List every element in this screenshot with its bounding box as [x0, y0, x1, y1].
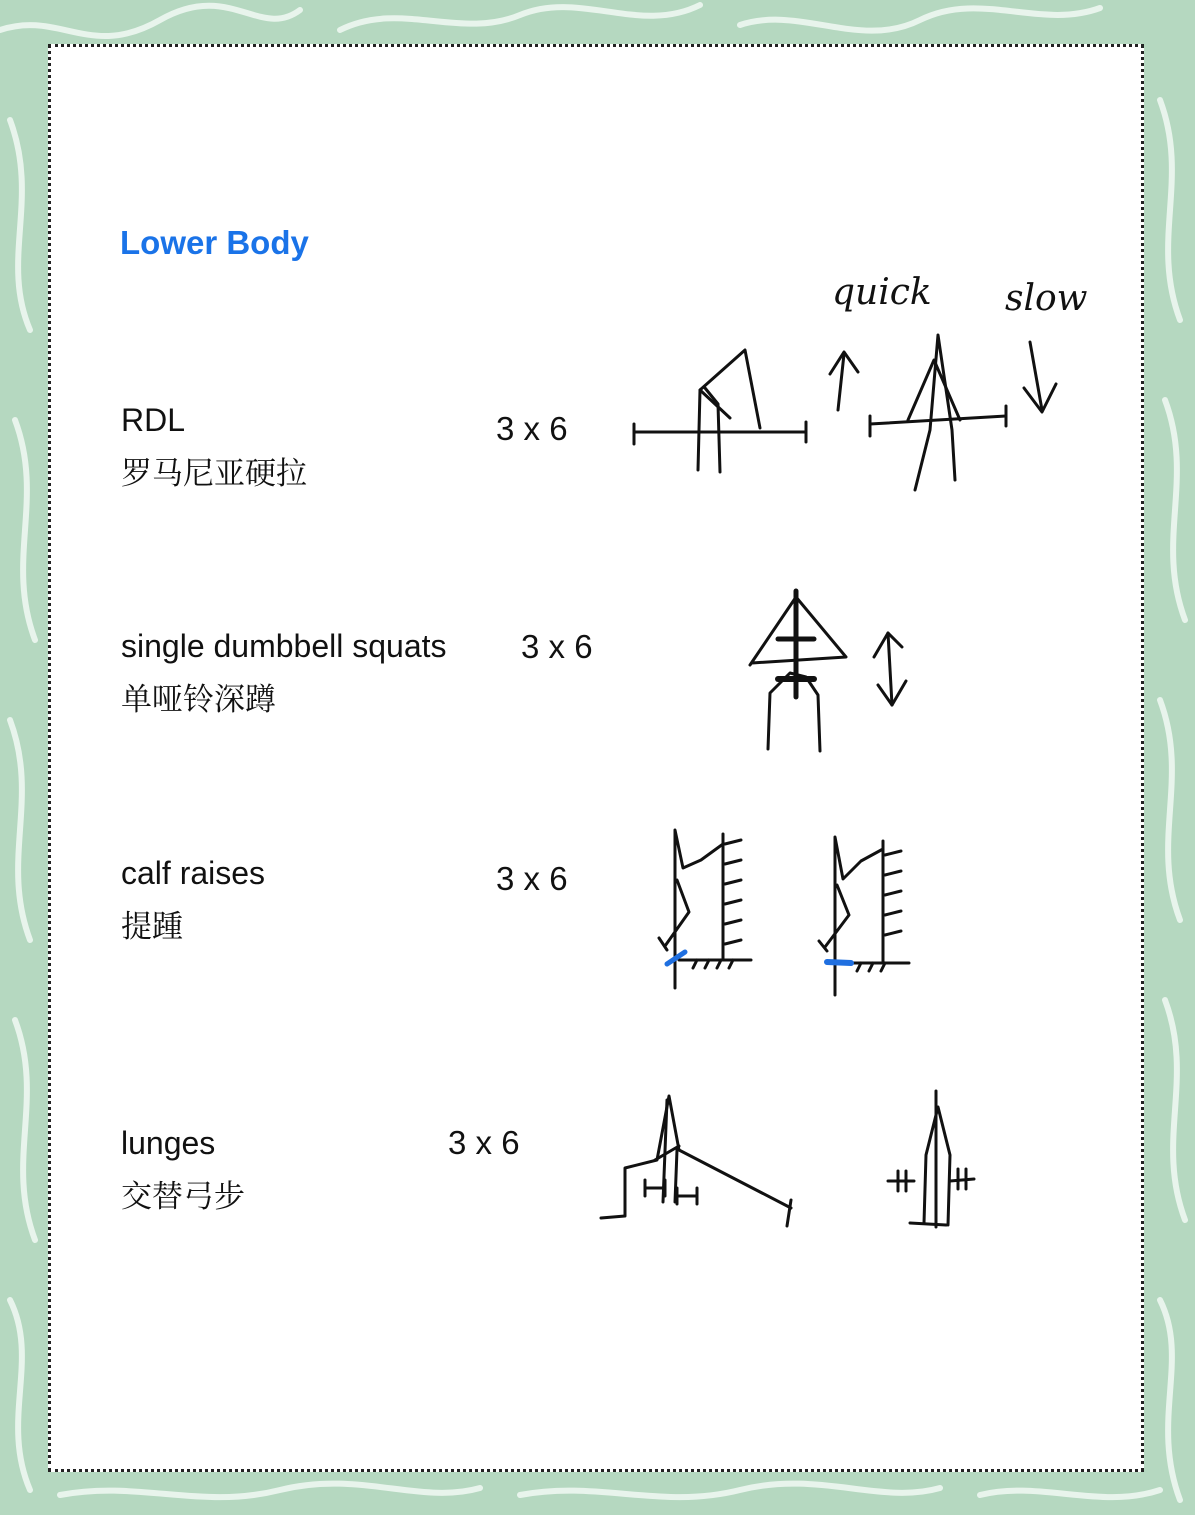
exercise-name-zh: 单哑铃深蹲 [121, 682, 276, 718]
exercise-name: single dumbbell squats [121, 628, 447, 664]
exercise-name-zh: 罗马尼亚硬拉 [121, 456, 307, 492]
exercise-name-zh: 提踵 [121, 909, 183, 945]
exercise-sets: 3 x 6 [521, 628, 593, 665]
up-arrow-icon [822, 340, 872, 420]
down-arrow-icon [1018, 336, 1068, 420]
exercise-sets: 3 x 6 [448, 1124, 520, 1161]
exercise-name-zh: 交替弓步 [121, 1179, 245, 1215]
lunge-stride-sketch [595, 1090, 810, 1230]
up-down-arrow-icon [866, 625, 916, 715]
rdl-standing-figure-sketch [860, 330, 1020, 500]
quick-label: quick [832, 272, 932, 313]
slow-label: slow [1005, 278, 1088, 319]
squat-figure-sketch [740, 585, 860, 760]
calf-raise-flat-sketch [645, 820, 755, 1000]
exercise-name: RDL [121, 402, 186, 438]
exercise-name: calf raises [121, 855, 266, 891]
rdl-bent-figure-sketch [620, 340, 820, 490]
exercise-sets: 3 x 6 [496, 410, 568, 447]
exercise-name: lunges [121, 1125, 216, 1161]
calf-raise-tiptoe-sketch [805, 825, 915, 1005]
section-title: Lower Body [120, 224, 309, 261]
exercise-sets: 3 x 6 [496, 860, 568, 897]
lunge-front-sketch [880, 1085, 980, 1235]
